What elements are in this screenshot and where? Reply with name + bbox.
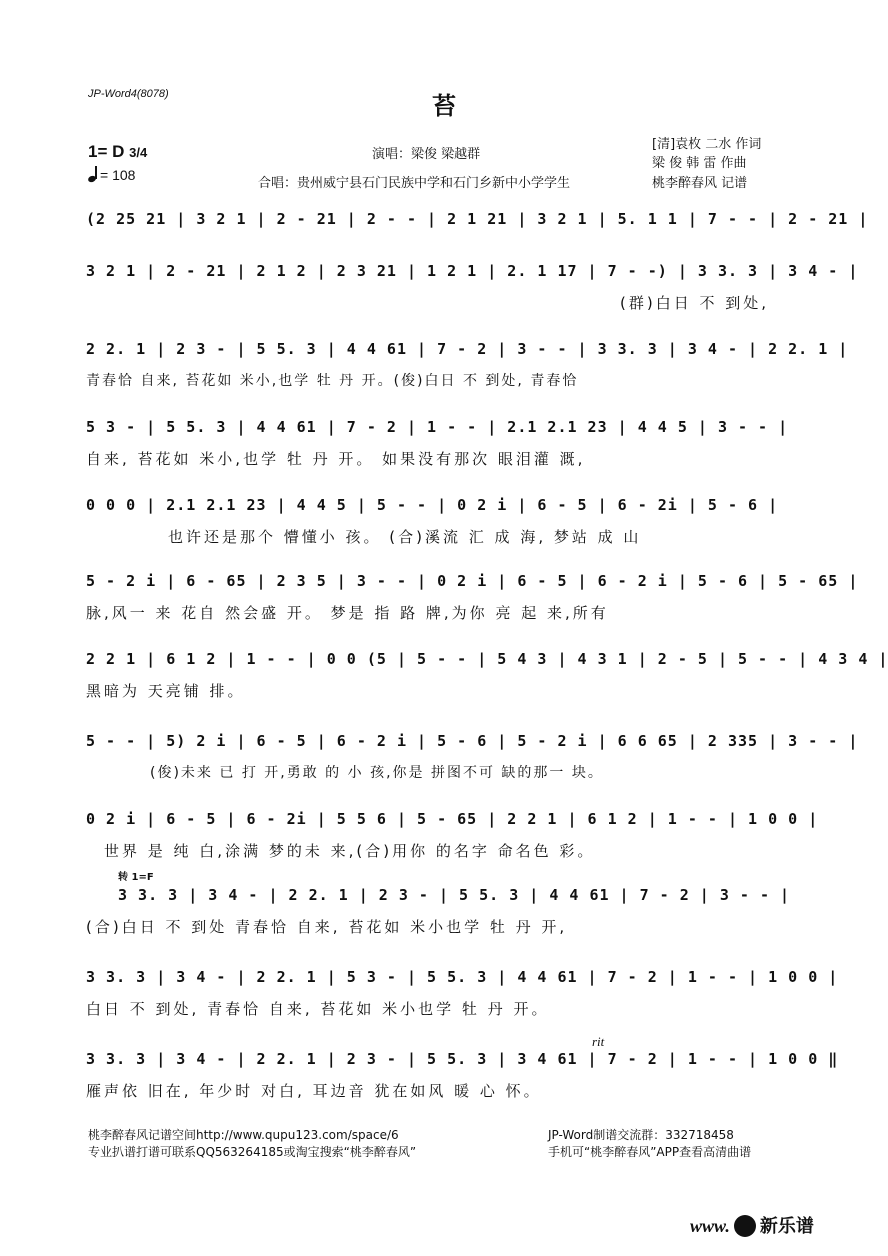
notation-line-9: 0 2 i | 6 - 5 | 6 - 2i | 5 5 6 | 5 - 65 | 2 2 1 | 6 1 2 | 1 - - | 1 0 0 | (86, 810, 819, 828)
transcriber-credit: 桃李醉春风 记谱 (652, 176, 748, 191)
logo-name: 新乐谱 (759, 1216, 814, 1237)
lyric-line-7: 黑暗为 天亮铺 排。 (86, 682, 246, 700)
tempo-text: = 108 (100, 167, 136, 183)
lyric-line-11: 白日 不 到处, 青春恰 自来, 苔花如 米小也学 牡 丹 开。 (86, 1000, 550, 1018)
chorus-credit: 合唱：贵州威宁县石门民族中学和石门乡新中小学学生 (258, 176, 571, 191)
lyricist-credit: [清]袁枚 二水 作词 (652, 137, 762, 152)
notation-line-5: 0 0 0 | 2.1 2.1 23 | 4 4 5 | 5 - - | 0 2 i | 6 - 5 | 6 - 2i | 5 - 6 | (86, 496, 779, 514)
notation-line-6: 5 - 2 i | 6 - 65 | 2 3 5 | 3 - - | 0 2 i | 6 - 5 | 6 - 2 i | 5 - 6 | 5 - 65 | (86, 572, 859, 590)
lyric-line-10: (合)白日 不 到处 青春恰 自来, 苔花如 米小也学 牡 丹 开, (86, 918, 568, 936)
logo-prefix: www. (690, 1216, 730, 1236)
lyric-line-12: 雁声依 旧在, 年少时 对白, 耳边音 犹在如风 暖 心 怀。 (86, 1082, 542, 1100)
notation-line-7: 2 2 1 | 6 1 2 | 1 - - | 0 0 (5 | 5 - - | 5 4 3 | 4 3 1 | 2 - 5 | 5 - - | 4 3 4 | (86, 650, 888, 668)
notation-line-4: 5 3 - | 5 5. 3 | 4 4 61 | 7 - 2 | 1 - - | 2.1 2.1 23 | 4 4 5 | 3 - - | (86, 418, 789, 436)
footer-left-2: 专业扒谱打谱可联系QQ563264185或淘宝搜索“桃李醉春风” (88, 1145, 417, 1159)
key-text: 1= D (88, 142, 125, 161)
rit-marking: rit (592, 1034, 605, 1049)
footer-right-1: JP-Word制谱交流群：332718458 (548, 1128, 734, 1142)
tempo-marking (88, 166, 135, 183)
footer-right-2: 手机可“桃李醉春风”APP查看高清曲谱 (548, 1145, 752, 1159)
vinyl-disc-icon (734, 1215, 756, 1237)
lyric-line-3: 青春恰 自来, 苔花如 米小,也学 牡 丹 开。(俊)白日 不 到处, 青春恰 (86, 373, 579, 389)
lyric-line-8: (俊)未来 已 打 开,勇敢 的 小 孩,你是 拼图不可 缺的那一 块。 (150, 765, 604, 781)
composer-credit: 梁 俊 韩 雷 作曲 (652, 156, 747, 171)
site-logo (690, 1212, 814, 1238)
notation-line-8: 5 - - | 5) 2 i | 6 - 5 | 6 - 2 i | 5 - 6 | 5 - 2 i | 6 6 65 | 2 335 | 3 - - | (86, 732, 859, 750)
footer-left-1: 桃李醉春风记谱空间http://www.qupu123.com/space/6 (88, 1128, 399, 1142)
notation-line-2: 3 2 1 | 2 - 21 | 2 1 2 | 2 3 21 | 1 2 1 | 2. 1 17 | 7 - -) | 3 3. 3 | 3 4 - | (86, 262, 859, 280)
notation-line-1: (2 25 21 | 3 2 1 | 2 - 21 | 2 - - | 2 1 21 | 3 2 1 | 5. 1 1 | 7 - - | 2 - 21 | (86, 210, 869, 228)
lyric-line-9: 世界 是 纯 白,涂满 梦的未 来,(合)用你 的名字 命名色 彩。 (104, 842, 596, 860)
quarter-note-icon (88, 166, 98, 182)
singers-credit: 演唱：梁俊 梁越群 (372, 147, 481, 162)
lyric-line-4: 自来, 苔花如 米小,也学 牡 丹 开。 如果没有那次 眼泪灌 溉, (86, 450, 586, 468)
notation-line-12: 3 3. 3 | 3 4 - | 2 2. 1 | 2 3 - | 5 5. 3 | 3 4 61 | 7 - 2 | 1 - - | 1 0 0 ‖ (86, 1050, 839, 1068)
key-signature (88, 142, 147, 162)
modulation-marking: 转 1=F (118, 872, 154, 883)
lyric-line-2: (群)白日 不 到处, (620, 294, 770, 312)
meter-text: 3/4 (129, 145, 148, 160)
notation-line-10: 3 3. 3 | 3 4 - | 2 2. 1 | 2 3 - | 5 5. 3 | 4 4 61 | 7 - 2 | 3 - - | (118, 886, 791, 904)
notation-line-3: 2 2. 1 | 2 3 - | 5 5. 3 | 4 4 61 | 7 - 2 | 3 - - | 3 3. 3 | 3 4 - | 2 2. 1 | (86, 340, 849, 358)
lyric-line-6: 脉,风一 来 花自 然会盛 开。 梦是 指 路 牌,为你 亮 起 来,所有 (86, 604, 609, 622)
software-label: JP-Word4(8078) (88, 88, 169, 100)
notation-line-11: 3 3. 3 | 3 4 - | 2 2. 1 | 5 3 - | 5 5. 3 | 4 4 61 | 7 - 2 | 1 - - | 1 0 0 | (86, 968, 839, 986)
lyric-line-5: 也许还是那个 懵懂小 孩。 (合)溪流 汇 成 海, 梦站 成 山 (168, 528, 642, 546)
song-title: 苔 (432, 92, 456, 120)
